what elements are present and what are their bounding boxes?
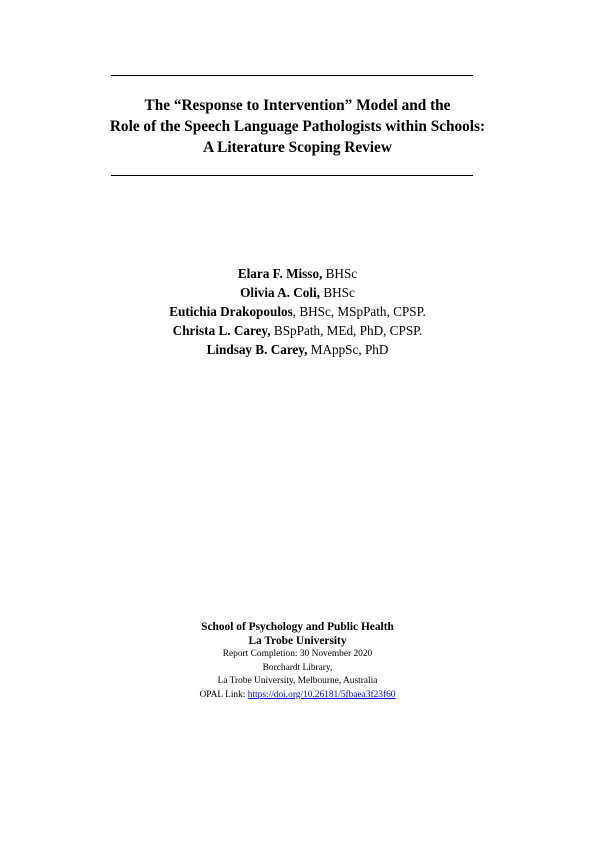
affiliation-block <box>0 620 595 702</box>
author-credentials: BHSc <box>320 285 355 300</box>
author-credentials: MAppSc, PhD <box>307 342 389 357</box>
author-name: Eutichia Drakopoulos <box>169 304 293 319</box>
top-horizontal-rule <box>111 75 473 76</box>
author-credentials: , BHSc, MSpPath, CPSP. <box>292 304 426 319</box>
opal-link-label: OPAL Link: <box>199 689 248 700</box>
author-name: Elara F. Misso, <box>237 266 323 281</box>
author-credentials: BSpPath, MEd, PhD, CPSP. <box>270 323 423 338</box>
library-name: Borchardt Library, <box>262 662 333 673</box>
bottom-horizontal-rule <box>111 175 473 176</box>
title-line-2: Role of the Speech Language Pathologists within Schools: <box>109 118 486 135</box>
author-entry <box>0 264 595 283</box>
document-title <box>0 95 595 158</box>
location-text: La Trobe University, Melbourne, Australia <box>217 676 378 687</box>
author-entry <box>0 302 595 321</box>
doi-link[interactable]: https://doi.org/10.26181/5fbaea3f23f60 <box>247 689 396 700</box>
author-entry <box>0 340 595 359</box>
author-credentials: BHSc <box>322 266 358 281</box>
title-line-3: A Literature Scoping Review <box>203 139 392 156</box>
opal-link-line <box>0 689 595 703</box>
author-entry <box>0 283 595 302</box>
author-entry <box>0 321 595 340</box>
author-name: Olivia A. Coli, <box>240 285 321 300</box>
author-name: Lindsay B. Carey, <box>206 342 308 357</box>
title-line-1: The “Response to Intervention” Model and the <box>144 97 451 114</box>
report-completion: Report Completion: 30 November 2020 <box>222 649 373 659</box>
school-name: School of Psychology and Public Health <box>201 621 394 633</box>
university-name: La Trobe University <box>248 635 347 647</box>
author-list <box>0 264 595 359</box>
author-name: Christa L. Carey, <box>172 323 271 338</box>
